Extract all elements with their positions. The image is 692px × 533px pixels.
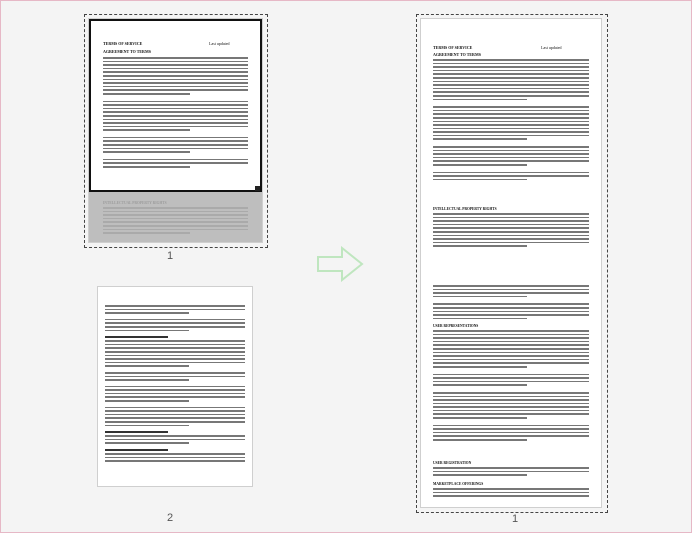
result-text-block-2 xyxy=(433,213,589,249)
result-doc-agreement: AGREEMENT TO TERMS xyxy=(433,52,481,57)
result-text-block-1 xyxy=(433,59,589,182)
result-section-ip: INTELLECTUAL PROPERTY RIGHTS xyxy=(433,207,497,211)
doc-title: TERMS OF SERVICE xyxy=(103,41,143,46)
page-thumb-2[interactable] xyxy=(98,287,252,486)
page-2-text-block xyxy=(105,305,245,464)
crop-selection-box[interactable] xyxy=(89,19,262,192)
result-text-block-5 xyxy=(433,467,589,478)
crop-resize-handle[interactable] xyxy=(255,186,260,191)
page-thumb-1[interactable] xyxy=(89,19,262,242)
result-section-market: MARKETPLACE OFFERINGS xyxy=(433,482,484,486)
result-doc-title: TERMS OF SERVICE xyxy=(433,45,473,50)
doc-updated: Last updated xyxy=(209,41,230,46)
result-text-block-4 xyxy=(433,330,589,443)
crop-excluded-area xyxy=(89,192,262,242)
doc-agreement: AGREEMENT TO TERMS xyxy=(103,49,151,54)
page-thumb-2-number: 2 xyxy=(167,512,174,524)
page-thumb-1-number: 1 xyxy=(167,250,174,262)
result-page[interactable] xyxy=(421,19,601,507)
result-section-reg: USER REGISTRATION xyxy=(433,461,472,465)
result-page-number: 1 xyxy=(512,513,519,525)
result-text-block-3 xyxy=(433,285,589,321)
result-doc-updated: Last updated xyxy=(541,45,562,50)
result-text-block-6 xyxy=(433,488,589,499)
result-section-user: USER REPRESENTATIONS xyxy=(433,324,479,328)
arrow-right-icon xyxy=(316,246,364,282)
